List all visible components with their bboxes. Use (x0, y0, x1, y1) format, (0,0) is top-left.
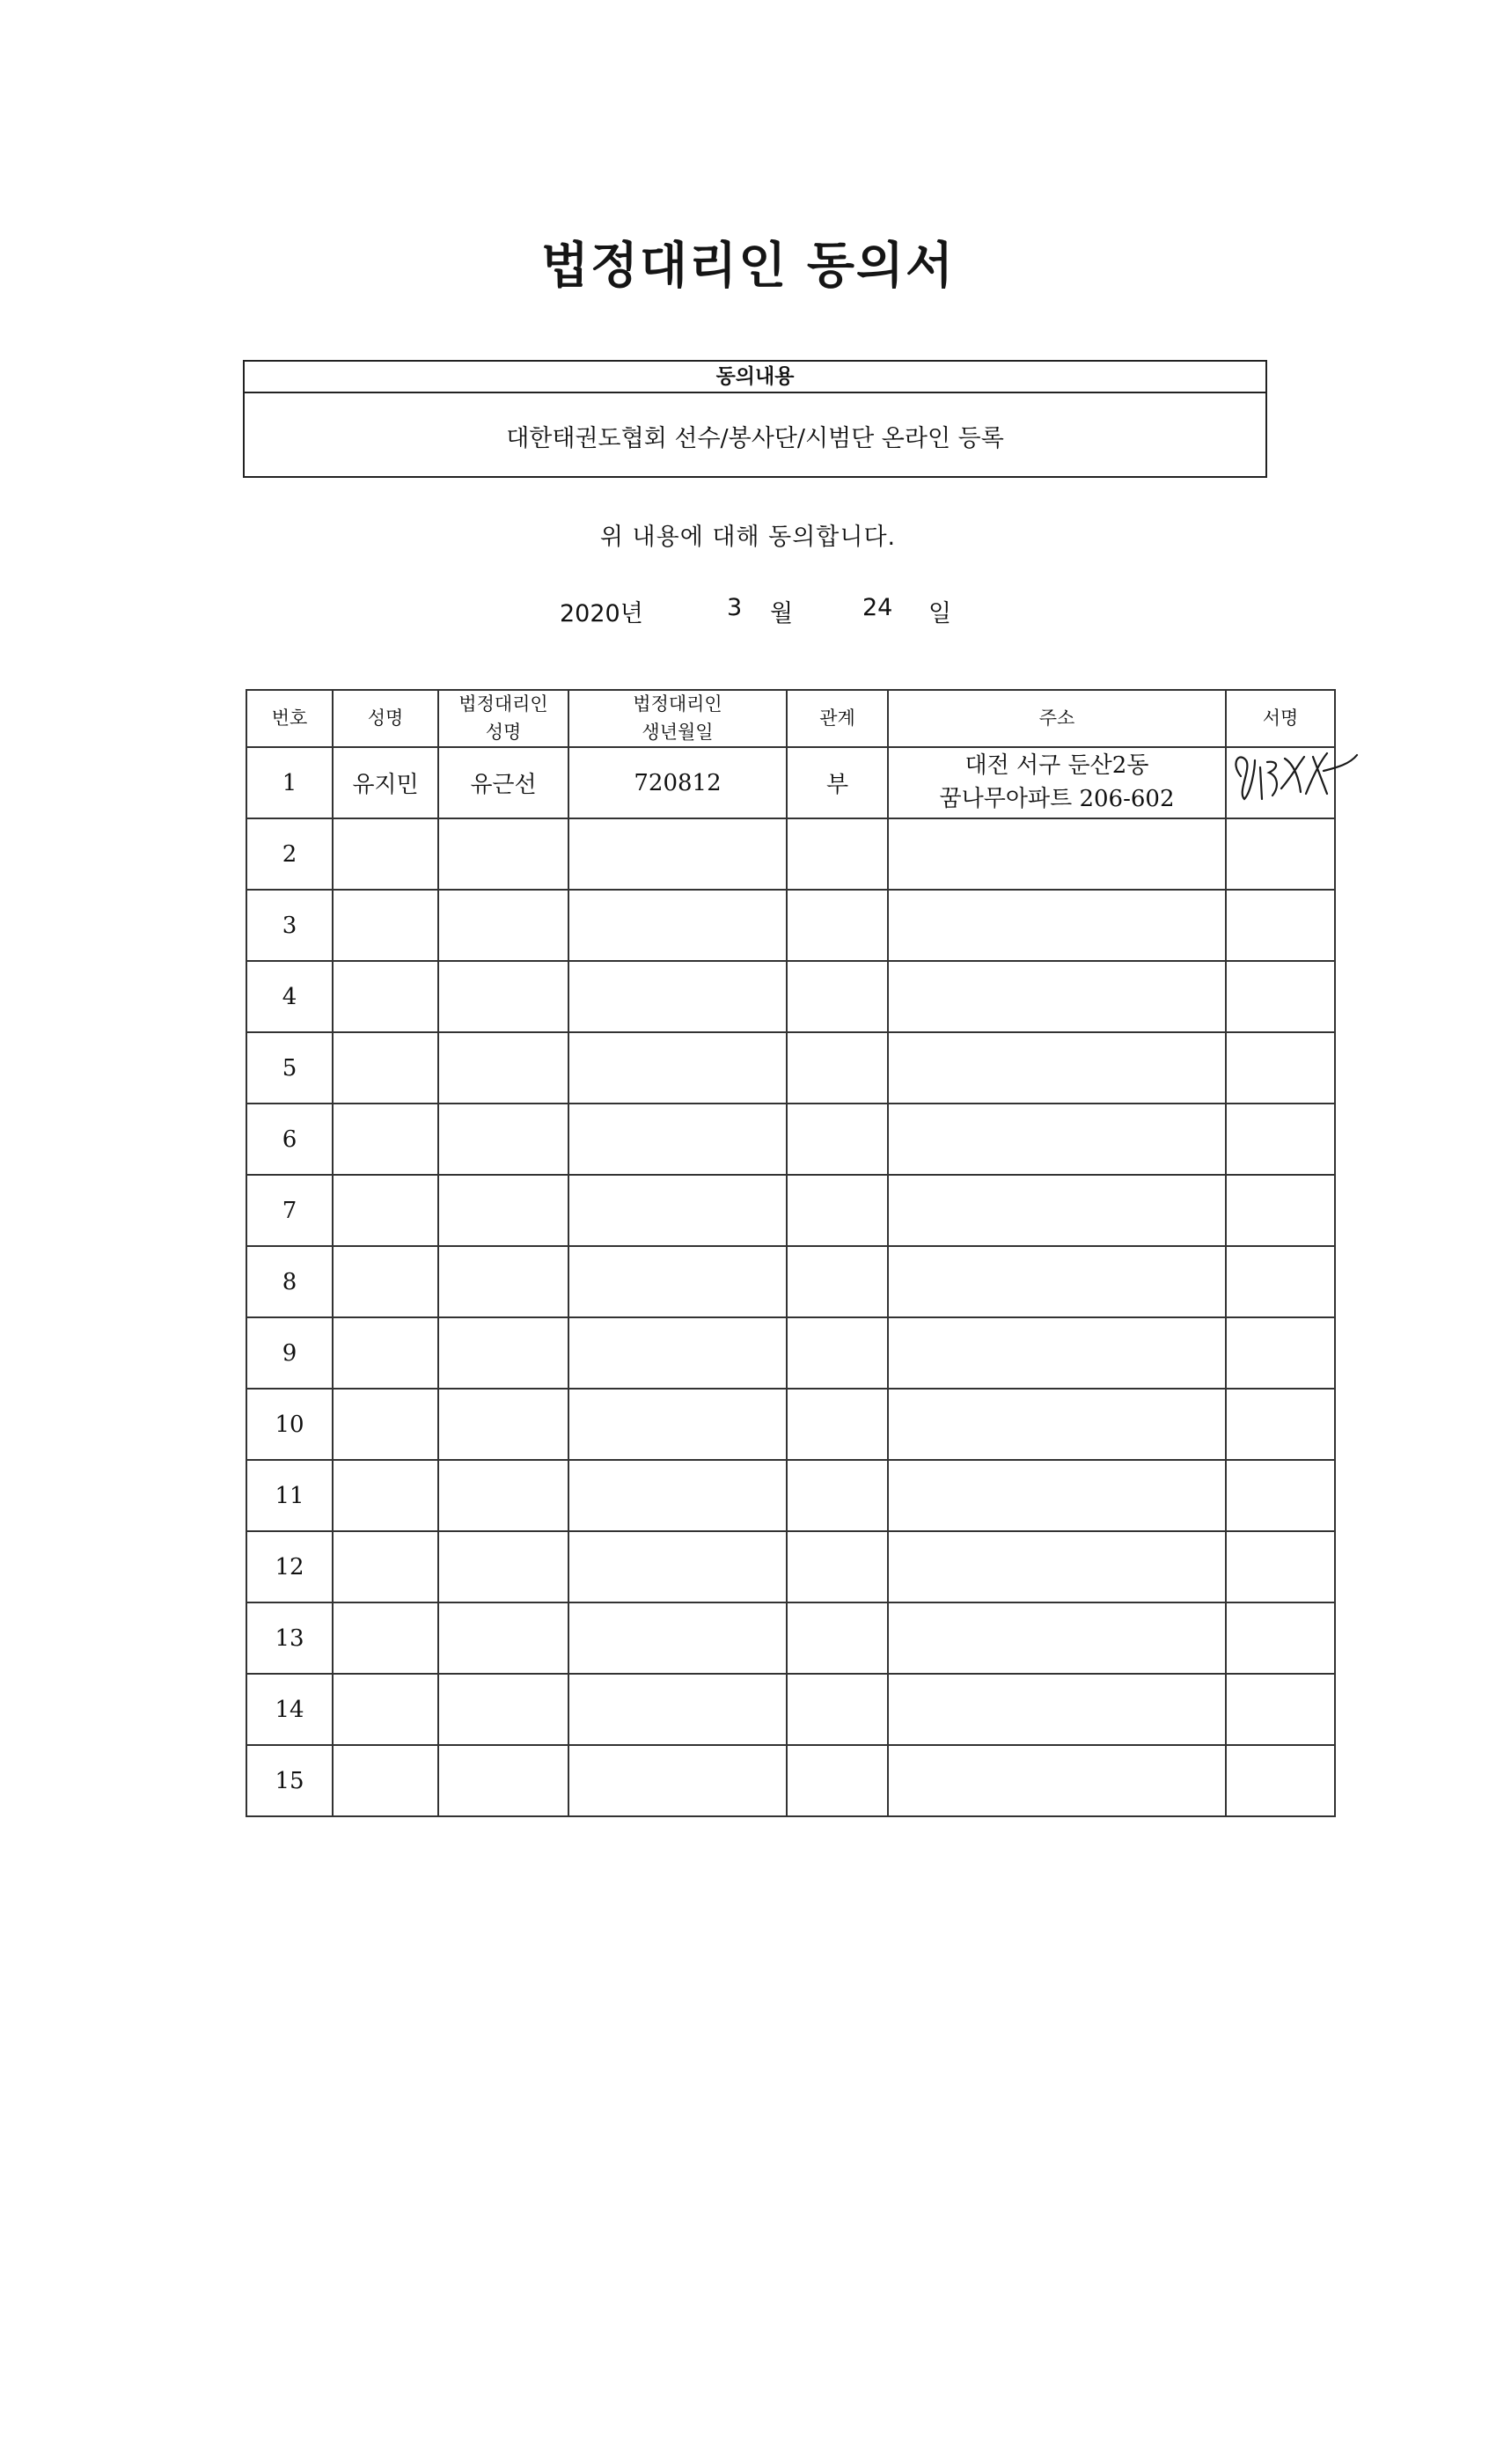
cell-guardian-birth: 720812 (568, 747, 787, 818)
cell-address (888, 961, 1226, 1032)
cell-guardian-name: 유근선 (438, 747, 568, 818)
cell-name (333, 1032, 438, 1104)
cell-guardian-birth (568, 1389, 787, 1460)
header-signature: 서명 (1226, 690, 1335, 747)
cell-signature (1226, 1317, 1335, 1389)
cell-guardian-birth (568, 1460, 787, 1531)
cell-no: 9 (246, 1317, 333, 1389)
table-row (246, 1602, 1335, 1674)
cell-guardian-birth (568, 1745, 787, 1816)
table-row (246, 1104, 1335, 1175)
cell-signature (1226, 1389, 1335, 1460)
cell-relation (787, 818, 888, 890)
cell-address (888, 1531, 1226, 1602)
cell-guardian-name (438, 1531, 568, 1602)
cell-address (888, 1104, 1226, 1175)
table-row (246, 747, 1335, 818)
cell-signature (1226, 1531, 1335, 1602)
header-relation: 관계 (787, 690, 888, 747)
cell-address (888, 1389, 1226, 1460)
cell-guardian-name (438, 818, 568, 890)
cell-relation (787, 1104, 888, 1175)
cell-address (888, 1460, 1226, 1531)
cell-guardian-name (438, 1104, 568, 1175)
cell-address (888, 747, 1226, 818)
cell-name (333, 1389, 438, 1460)
cell-guardian-name (438, 1602, 568, 1674)
cell-name (333, 1602, 438, 1674)
address-line-1: 대전 서구 둔산2동 (964, 752, 1149, 779)
table-row (246, 1175, 1335, 1246)
header-no: 번호 (246, 690, 333, 747)
table-row (246, 1674, 1335, 1745)
cell-no: 10 (246, 1389, 333, 1460)
cell-no: 5 (246, 1032, 333, 1104)
guardian-roster-table (246, 689, 1336, 1817)
cell-guardian-birth (568, 1175, 787, 1246)
cell-relation (787, 1602, 888, 1674)
cell-address (888, 818, 1226, 890)
cell-address (888, 1246, 1226, 1317)
cell-address (888, 1602, 1226, 1674)
date-month-unit: 월 (770, 600, 794, 627)
date-day: 24 (862, 594, 893, 621)
cell-address (888, 1032, 1226, 1104)
cell-signature (1226, 1460, 1335, 1531)
cell-name (333, 1745, 438, 1816)
cell-guardian-birth (568, 1602, 787, 1674)
table-header-row (246, 690, 1335, 747)
date-line (0, 594, 1496, 629)
cell-signature (1226, 890, 1335, 961)
consent-content-box (243, 360, 1267, 478)
cell-guardian-birth (568, 1531, 787, 1602)
cell-signature (1226, 1175, 1335, 1246)
date-year: 2020년 (560, 600, 643, 627)
cell-signature (1226, 1246, 1335, 1317)
address-line-2: 꿈나무아파트 206-602 (939, 785, 1175, 812)
cell-signature (1226, 1032, 1335, 1104)
cell-name (333, 961, 438, 1032)
cell-no: 3 (246, 890, 333, 961)
table-row (246, 890, 1335, 961)
table-row (246, 1745, 1335, 1816)
cell-no: 1 (246, 747, 333, 818)
cell-name (333, 1104, 438, 1175)
header-address: 주소 (888, 690, 1226, 747)
cell-no: 2 (246, 818, 333, 890)
cell-address (888, 1175, 1226, 1246)
header-guardian-name: 법정대리인 성명 (438, 690, 568, 747)
cell-guardian-birth (568, 961, 787, 1032)
date-month: 3 (727, 594, 743, 621)
cell-guardian-birth (568, 1674, 787, 1745)
cell-signature (1226, 961, 1335, 1032)
table-row (246, 1389, 1335, 1460)
table-row (246, 1531, 1335, 1602)
cell-name: 유지민 (333, 747, 438, 818)
cell-guardian-name (438, 1745, 568, 1816)
handwritten-signature (1228, 741, 1360, 813)
date-day-unit: 일 (928, 600, 952, 627)
cell-guardian-name (438, 1317, 568, 1389)
table-row (246, 818, 1335, 890)
signature-stroke (1236, 757, 1255, 799)
cell-no: 4 (246, 961, 333, 1032)
cell-guardian-name (438, 1246, 568, 1317)
cell-relation (787, 1032, 888, 1104)
header-guardian-birth: 법정대리인 생년월일 (568, 690, 787, 747)
cell-signature (1226, 1104, 1335, 1175)
cell-relation (787, 1246, 888, 1317)
cell-address (888, 1745, 1226, 1816)
table-body (246, 747, 1335, 1816)
cell-relation (787, 1317, 888, 1389)
cell-no: 14 (246, 1674, 333, 1745)
consent-body: 대한태권도협회 선수/봉사단/시범단 온라인 등록 (506, 424, 1004, 452)
cell-guardian-birth (568, 1032, 787, 1104)
cell-signature (1226, 747, 1335, 818)
cell-guardian-birth (568, 1246, 787, 1317)
cell-no: 11 (246, 1460, 333, 1531)
cell-guardian-name (438, 1389, 568, 1460)
cell-name (333, 818, 438, 890)
signature-stroke (1281, 757, 1304, 792)
table-row (246, 1032, 1335, 1104)
cell-signature (1226, 1674, 1335, 1745)
cell-guardian-birth (568, 1317, 787, 1389)
cell-guardian-name (438, 1175, 568, 1246)
cell-relation (787, 1745, 888, 1816)
cell-name (333, 1246, 438, 1317)
cell-signature (1226, 1602, 1335, 1674)
cell-name (333, 1317, 438, 1389)
signature-stroke (1306, 753, 1357, 794)
cell-name (333, 1674, 438, 1745)
cell-name (333, 1460, 438, 1531)
cell-name (333, 1531, 438, 1602)
cell-no: 8 (246, 1246, 333, 1317)
cell-relation (787, 1531, 888, 1602)
cell-relation: 부 (787, 747, 888, 818)
document-title: 법정대리인 동의서 (540, 237, 956, 295)
agreement-statement: 위 내용에 대해 동의합니다. (599, 524, 897, 551)
table-row (246, 1460, 1335, 1531)
table-row (246, 1246, 1335, 1317)
table-row (246, 961, 1335, 1032)
signature-stroke (1260, 762, 1277, 799)
cell-guardian-name (438, 961, 568, 1032)
cell-relation (787, 1175, 888, 1246)
cell-no: 15 (246, 1745, 333, 1816)
cell-relation (787, 1674, 888, 1745)
cell-signature (1226, 1745, 1335, 1816)
cell-signature (1226, 818, 1335, 890)
cell-relation (787, 1389, 888, 1460)
cell-address (888, 1674, 1226, 1745)
cell-name (333, 890, 438, 961)
cell-guardian-birth (568, 890, 787, 961)
cell-guardian-name (438, 1674, 568, 1745)
consent-header: 동의내용 (245, 362, 1265, 393)
cell-no: 12 (246, 1531, 333, 1602)
cell-no: 6 (246, 1104, 333, 1175)
cell-guardian-name (438, 1032, 568, 1104)
cell-relation (787, 961, 888, 1032)
table-row (246, 1317, 1335, 1389)
cell-address (888, 890, 1226, 961)
cell-name (333, 1175, 438, 1246)
cell-relation (787, 1460, 888, 1531)
cell-no: 7 (246, 1175, 333, 1246)
cell-guardian-birth (568, 818, 787, 890)
cell-address (888, 1317, 1226, 1389)
cell-guardian-name (438, 1460, 568, 1531)
cell-guardian-name (438, 890, 568, 961)
cell-relation (787, 890, 888, 961)
cell-guardian-birth (568, 1104, 787, 1175)
cell-no: 13 (246, 1602, 333, 1674)
header-name: 성명 (333, 690, 438, 747)
